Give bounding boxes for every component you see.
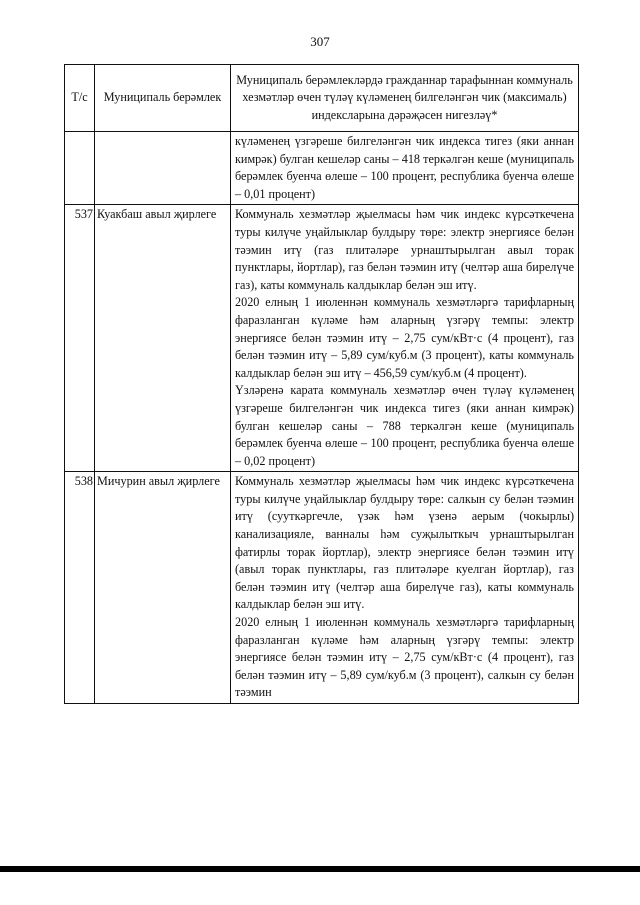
tariff-table [64,64,579,704]
header-number: Т/с [65,65,95,132]
header-justification: Муниципаль берәмлекләрдә гражданнар тарафыннан коммуналь хезмәтләр өчен түләү күләменең билгеләнгән чик (максималь) индексларына дәрәҗәсен нигезләү* [231,65,579,132]
row-description [231,472,579,704]
description-paragraph: күләменең үзгәреше билгеләнгән чик индекса тигез (яки аннан кимрәк) булган кешеләр саны – 418 теркәлгән кеше (муниципаль берәмлек буенча өлеше – 100 процент, республика буенча өлеше – 0,01 процент) [235,134,574,201]
description-paragraph: Коммуналь хезмәтләр җыелмасы һәм чик индекс күрсәткечена туры килүче уңайлыклар булдыру төре: салкын су белән тәэмин итү (сууткәргечле, үзәк һәм үзенә аерым (чокырлы) канализацияле, ванналы һәм суҗылыткыч урнаштырылган фатирлы торак йортлар), электр энергиясе белән тәэмин итү (авыл торак пунктлары, газ плитәләре куелган йортлар), газ белән тәэмин итү (челтәр аша бирелүче газ), каты коммуналь калдыклар белән эш итү. [235,474,574,612]
description-paragraph: 2020 елның 1 июленнән коммуналь хезмәтләргә тарифларның фаразланган күләме һәм аларның үзгәрү темпы: электр энергиясе белән тәэмин итү – 2,75 сум/кВт·с (4 процент), газ белән тәэмин итү – 5,89 сум/куб.м (3 процент), каты коммуналь калдыклар белән эш итү – 456,59 сум/куб.м (4 процент). [235,295,574,380]
row-number [65,132,95,205]
table-row [65,205,579,472]
table-row [65,132,579,205]
description-paragraph: 2020 елның 1 июленнән коммуналь хезмәтләргә тарифларның фаразланган күләме һәм аларның үзгәрү темпы: электр энергиясе белән тәэмин итү – 2,75 сум/кВт·с (4 процент), газ белән тәэмин итү – 5,89 сум/куб.м (3 процент), салкын су белән тәэмин [235,615,574,700]
page-number: 307 [310,34,330,49]
row-description [231,132,579,205]
header-municipality: Муниципаль берәмлек [95,65,231,132]
description-paragraph: Үзләренә карата коммуналь хезмәтләр өчен түләү күләменең үзгәреше билгеләнгән чик индекса тигез (яки аннан кимрәк) булган кешеләр саны – 788 теркәлгән кеше (муниципаль берәмлек буенча өлеше – 100 процент, республика буенча өлеше – 0,02 процент) [235,383,574,468]
footer-bar [0,866,640,872]
row-municipality: Куакбаш авыл җирлеге [95,205,231,472]
description-paragraph: Коммуналь хезмәтләр җыелмасы һәм чик индекс күрсәткечена туры килүче уңайлыклар булдыру төре: электр энергиясе белән тәэмин итү (газ плитәләре урнаштырылган авыл торак пунктлары, йортлар), газ белән тәэмин итү (челтәр аша бирелүче газ), каты коммуналь калдыклар белән эш итү. [235,207,574,292]
table-body [65,132,579,704]
row-municipality: Мичурин авыл җирлеге [95,472,231,704]
row-description [231,205,579,472]
row-number: 537 [65,205,95,472]
table-header-row [65,65,579,132]
table-row [65,472,579,704]
row-municipality [95,132,231,205]
row-number: 538 [65,472,95,704]
